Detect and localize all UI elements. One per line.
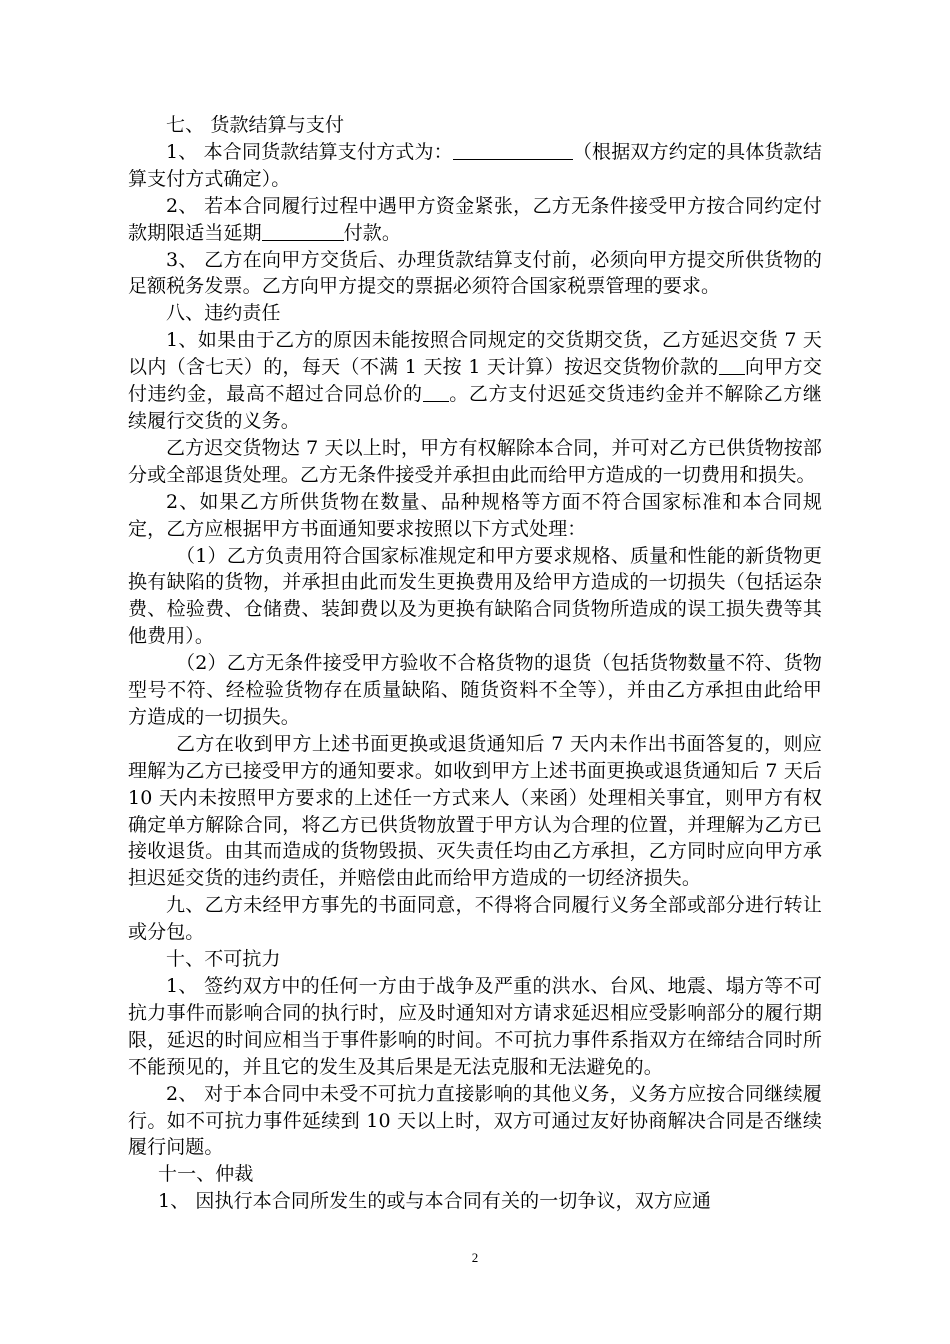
clause-8-1: 1、如果由于乙方的原因未能按照合同规定的交货期交货，乙方延迟交货 7 天以内（含七天）的，每天（不满 1 天按 1 天计算）按迟交货物价款的 向甲方交付违约金，最高不超过合同总价的 。乙方支付迟延交货违约金并不解除乙方继续履行交货的义务。 — [128, 329, 822, 432]
document-body — [128, 112, 822, 1215]
clause-9: 九、乙方未经甲方事先的书面同意，不得将合同履行义务全部或部分进行转让或分包。 — [128, 894, 822, 944]
penalty-cap-blank — [423, 383, 449, 402]
deferral-blank — [262, 222, 344, 241]
clause-7-1: 1、 本合同货款结算支付方式为： （根据双方约定的具体货款结算支付方式确定）。 — [128, 140, 822, 190]
clause-7-3: 3、 乙方在向甲方交货后、办理货款结算支付前，必须向甲方提交所供货物的足额税务发票。乙方向甲方提交的票据必须符合国家税票管理的要求。 — [128, 248, 822, 298]
clause-8-2-1: （1）乙方负责用符合国家标准规定和甲方要求规格、质量和性能的新货物更换有缺陷的货物，并承担由此而发生更换费用及给甲方造成的一切损失（包括运杂费、检验费、仓储费、装卸费以及为更换有缺陷合同货物所造成的误工损失费等其他费用）。 — [128, 544, 822, 648]
clause-8-2-2: （2）乙方无条件接受甲方验收不合格货物的退货（包括货物数量不符、货物型号不符、经检验货物存在质量缺陷、随货资料不全等），并由乙方承担由此给甲方造成的一切损失。 — [128, 652, 822, 728]
section-heading-settlement: 七、 货款结算与支付 — [166, 114, 345, 136]
clause-8-2: 2、如果乙方所供货物在数量、品种规格等方面不符合国家标准和本合同规定，乙方应根据甲方书面通知要求按照以下方式处理： — [128, 490, 822, 540]
clause-8-1-termination: 乙方迟交货物达 7 天以上时，甲方有权解除本合同，并可对乙方已供货物按部分或全部退货处理。乙方无条件接受并承担由此而给甲方造成的一切费用和损失。 — [128, 436, 822, 486]
section-heading-liability: 八、违约责任 — [166, 302, 281, 325]
section-heading-force-majeure: 十、不可抗力 — [166, 948, 281, 971]
page-number: 2 — [471, 1250, 479, 1265]
clause-8-2-3: 乙方在收到甲方上述书面更换或退货通知后 7 天内未作出书面答复的，则应理解为乙方已接受甲方的通知要求。如收到甲方上述书面更换或退货通知后 7 天后 10 天内未按照甲方要求的上述任一方式来人（来函）处理相关事宜，则甲方有权确定单方解除合同，将乙方已供货物放置于甲方认为合理的位置，并理解为乙方已接收退货。由其而造成的货物毁损、灭失责任均由乙方承担，乙方同时应向甲方承担迟延交货的违约责任，并赔偿由此而给甲方造成的一切经济损失。 — [128, 732, 822, 890]
clause-10-2: 2、 对于本合同中未受不可抗力直接影响的其他义务，义务方应按合同继续履行。如不可抗力事件延续到 10 天以上时，双方可通过友好协商解决合同是否继续履行问题。 — [128, 1082, 822, 1159]
penalty-rate-blank — [719, 356, 745, 375]
clause-7-2: 2、 若本合同履行过程中遇甲方资金紧张，乙方无条件接受甲方按合同约定付款期限适当延期 付款。 — [128, 194, 822, 244]
section-heading-arbitration: 十一、仲裁 — [158, 1163, 254, 1186]
payment-method-blank — [453, 141, 573, 160]
clause-11-1: 1、 因执行本合同所发生的或与本合同有关的一切争议，双方应通 — [158, 1190, 712, 1213]
clause-10-1: 1、 签约双方中的任何一方由于战争及严重的洪水、台风、地震、塌方等不可抗力事件而影响合同的执行时，应及时通知对方请求延迟相应受影响部分的履行期限，延迟的时间应相当于事件影响的时间。不可抗力事件系指双方在缔结合同时所不能预见的，并且它的发生及其后果是无法克服和无法避免的。 — [128, 975, 822, 1078]
